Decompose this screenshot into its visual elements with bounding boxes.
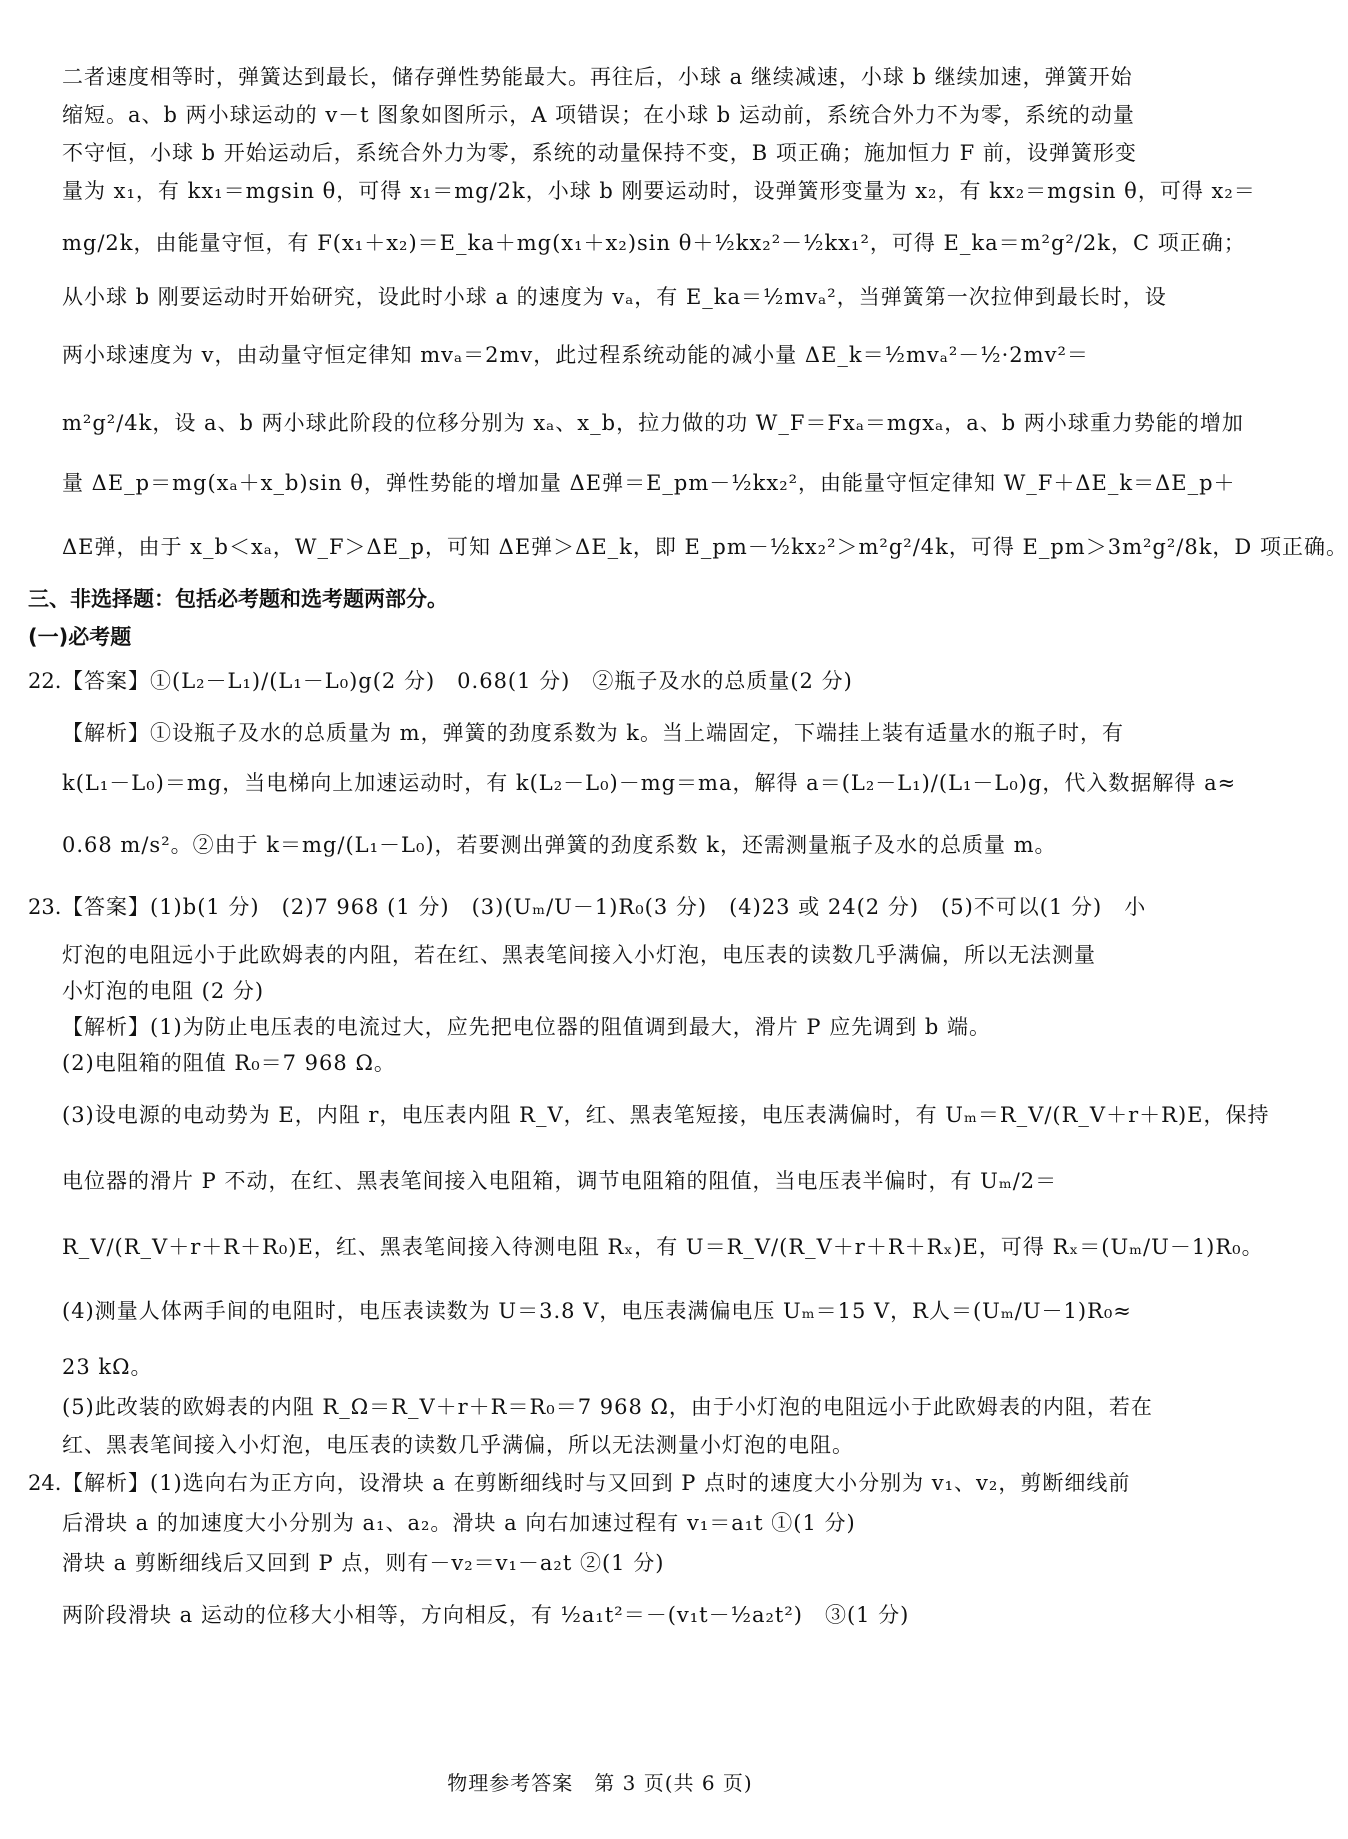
text-line: 缩短。a、b 两小球运动的 v－t 图象如图所示，A 项错误；在小球 b 运动前，系统合外力不为零，系统的动量	[62, 103, 1135, 127]
q22-answer: 【答案】①(L₂－L₁)/(L₁－L₀)g(2 分) 0.68(1 分) ②瓶子及水的总质量(2 分)	[62, 669, 853, 693]
q22-analysis-line: k(L₁－L₀)＝mg，当电梯向上加速运动时，有 k(L₂－L₀)－mg＝ma，解得 a＝(L₂－L₁)/(L₁－L₀)g，代入数据解得 a≈	[62, 771, 1237, 795]
q23-answer-line: 灯泡的电阻远小于此欧姆表的内阻，若在红、黑表笔间接入小灯泡，电压表的读数几乎满偏，所以无法测量	[62, 943, 1096, 967]
text-line: mg/2k，由能量守恒，有 F(x₁＋x₂)＝E_ka＋mg(x₁＋x₂)sin θ＋½kx₂²－½kx₁²，可得 E_ka＝m²g²/2k，C 项正确；	[62, 231, 1246, 255]
q22-analysis-line: 0.68 m/s²。②由于 k＝mg/(L₁－L₀)，若要测出弹簧的劲度系数 k，还需测量瓶子及水的总质量 m。	[62, 833, 1057, 857]
q23-analysis-line: (3)设电源的电动势为 E，内阻 r，电压表内阻 R_V，红、黑表笔短接，电压表满偏时，有 Uₘ＝R_V/(R_V＋r＋R)E，保持	[62, 1103, 1270, 1127]
section-title: 三、非选择题：包括必考题和选考题两部分。	[28, 587, 448, 611]
text-line: 不守恒，小球 b 开始运动后，系统合外力为零，系统的动量保持不变，B 项正确；施加恒力 F 前，设弹簧形变	[62, 141, 1137, 165]
question-number-22: 22.	[28, 669, 62, 693]
subsection-title: (一)必考题	[28, 625, 132, 649]
text-line: 量为 x₁，有 kx₁＝mgsin θ，可得 x₁＝mg/2k，小球 b 刚要运动时，设弹簧形变量为 x₂，有 kx₂＝mgsin θ，可得 x₂＝	[62, 179, 1256, 203]
q23-answer-line: 小灯泡的电阻 (2 分)	[62, 979, 265, 1003]
question-number-23: 23.	[28, 895, 62, 919]
q23-analysis-line: (4)测量人体两手间的电阻时，电压表读数为 U＝3.8 V，电压表满偏电压 Uₘ＝15 V，R人＝(Uₘ/U－1)R₀≈	[62, 1299, 1132, 1323]
q22-analysis-line: 【解析】①设瓶子及水的总质量为 m，弹簧的劲度系数为 k。当上端固定，下端挂上装有适量水的瓶子时，有	[62, 721, 1124, 745]
q24-analysis-line: 后滑块 a 的加速度大小分别为 a₁、a₂。滑块 a 向右加速过程有 v₁＝a₁t ①(1 分)	[62, 1511, 856, 1535]
q24-analysis-line: 两阶段滑块 a 运动的位移大小相等，方向相反，有 ½a₁t²＝－(v₁t－½a₂t²) ③(1 分)	[62, 1603, 910, 1627]
text-line: 量 ΔE_p＝mg(xₐ＋x_b)sin θ，弹性势能的增加量 ΔE弹＝E_pm－½kx₂²，由能量守恒定律知 W_F＋ΔE_k＝ΔE_p＋	[62, 471, 1236, 495]
question-number-24: 24.	[28, 1471, 62, 1495]
q23-answer-line: 【答案】(1)b(1 分) (2)7 968 (1 分) (3)(Uₘ/U－1)R₀(3 分) (4)23 或 24(2 分) (5)不可以(1 分) 小	[62, 895, 1147, 919]
q23-analysis-line: (2)电阻箱的阻值 R₀＝7 968 Ω。	[62, 1051, 396, 1075]
text-line: 从小球 b 刚要运动时开始研究，设此时小球 a 的速度为 vₐ，有 E_ka＝½mvₐ²，当弹簧第一次拉伸到最长时，设	[62, 285, 1167, 309]
q23-analysis-line: R_V/(R_V＋r＋R＋R₀)E，红、黑表笔间接入待测电阻 Rₓ，有 U＝R_V/(R_V＋r＋R＋Rₓ)E，可得 Rₓ＝(Uₘ/U－1)R₀。	[62, 1235, 1264, 1259]
text-line: m²g²/4k，设 a、b 两小球此阶段的位移分别为 xₐ、x_b，拉力做的功 W_F＝Fxₐ＝mgxₐ，a、b 两小球重力势能的增加	[62, 411, 1244, 435]
q24-analysis-line: 【解析】(1)选向右为正方向，设滑块 a 在剪断细线时与又回到 P 点时的速度大小分别为 v₁、v₂，剪断细线前	[62, 1471, 1131, 1495]
q23-analysis-line: 23 kΩ。	[62, 1355, 153, 1379]
q23-analysis-line: 【解析】(1)为防止电压表的电流过大，应先把电位器的阻值调到最大，滑片 P 应先调到 b 端。	[62, 1015, 992, 1039]
page-footer: 物理参考答案 第 3 页(共 6 页)	[447, 1771, 753, 1795]
q23-analysis-line: 红、黑表笔间接入小灯泡，电压表的读数几乎满偏，所以无法测量小灯泡的电阻。	[62, 1433, 854, 1457]
q23-analysis-line: 电位器的滑片 P 不动，在红、黑表笔间接入电阻箱，调节电阻箱的阻值，当电压表半偏时，有 Uₘ/2＝	[62, 1169, 1058, 1193]
q24-analysis-line: 滑块 a 剪断细线后又回到 P 点，则有－v₂＝v₁－a₂t ②(1 分)	[62, 1551, 665, 1575]
text-line: ΔE弹，由于 x_b＜xₐ，W_F＞ΔE_p，可知 ΔE弹＞ΔE_k，即 E_pm－½kx₂²＞m²g²/4k，可得 E_pm＞3m²g²/8k，D 项正确。	[62, 535, 1348, 559]
text-line: 二者速度相等时，弹簧达到最长，储存弹性势能最大。再往后，小球 a 继续减速，小球 b 继续加速，弹簧开始	[62, 65, 1133, 89]
q23-analysis-line: (5)此改装的欧姆表的内阻 R_Ω＝R_V＋r＋R＝R₀＝7 968 Ω，由于小灯泡的电阻远小于此欧姆表的内阻，若在	[62, 1395, 1153, 1419]
text-line: 两小球速度为 v，由动量守恒定律知 mvₐ＝2mv，此过程系统动能的减小量 ΔE_k＝½mvₐ²－½·2mv²＝	[62, 343, 1089, 367]
